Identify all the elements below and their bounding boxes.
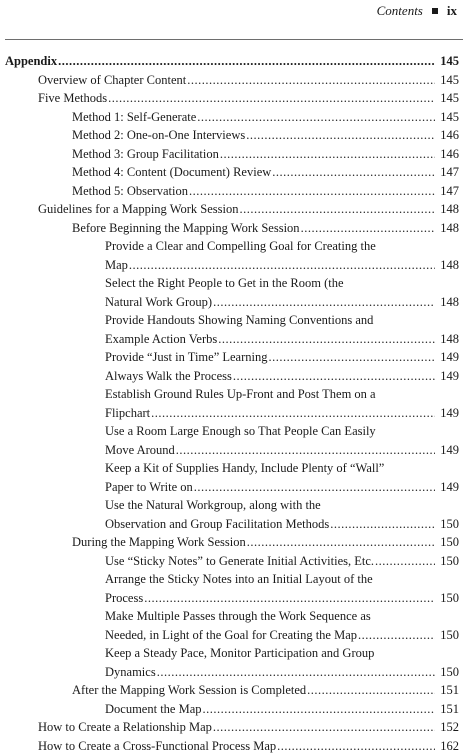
toc-entry-text: Appendix	[5, 52, 57, 71]
toc-entry-text: Make Multiple Passes through the Work Sequence as	[105, 607, 371, 626]
toc-page-number: 148	[437, 200, 459, 219]
toc-entry-five-methods[interactable]	[0, 89, 463, 108]
toc-page-number: 149	[437, 348, 459, 367]
table-of-contents	[0, 52, 463, 755]
dot-leader	[213, 718, 435, 737]
toc-entry-text: Flipchart	[105, 404, 150, 423]
dot-leader	[144, 589, 435, 608]
toc-page-number: 150	[437, 663, 459, 682]
dot-leader	[176, 441, 435, 460]
toc-entry-text: Document the Map	[105, 700, 202, 719]
toc-page-number: 145	[437, 89, 459, 108]
toc-entry-text: Needed, in Light of the Goal for Creating the Map	[105, 626, 357, 645]
toc-page-number: 149	[437, 478, 459, 497]
toc-entry-room-line-2[interactable]	[0, 441, 463, 460]
toc-entry-text: How to Create a Relationship Map	[38, 718, 212, 737]
dot-leader	[58, 52, 435, 71]
toc-entry-text: Method 1: Self-Generate	[72, 108, 196, 127]
toc-page-number: 151	[437, 700, 459, 719]
running-head	[377, 0, 457, 22]
dot-leader	[108, 89, 435, 108]
toc-entry-appendix[interactable]	[0, 52, 463, 71]
toc-entry-text: Method 3: Group Facilitation	[72, 145, 219, 164]
toc-entry-method-3[interactable]	[0, 145, 463, 164]
toc-page-number: 147	[437, 182, 459, 201]
dot-leader	[194, 478, 435, 497]
running-title: Contents	[377, 3, 423, 19]
toc-page-number: 145	[437, 108, 459, 127]
toc-entry-text: Move Around	[105, 441, 175, 460]
dot-leader	[220, 145, 435, 164]
toc-entry-text: Method 5: Observation	[72, 182, 188, 201]
toc-entry-text: Keep a Steady Pace, Monitor Participation and Group	[105, 644, 374, 663]
toc-page-number: 149	[437, 441, 459, 460]
toc-entry-room-line-1[interactable]	[0, 422, 463, 441]
toc-page-number: 152	[437, 718, 459, 737]
dot-leader	[213, 293, 435, 312]
toc-entry-document-map[interactable]	[0, 700, 463, 719]
toc-entry-text: Process	[105, 589, 143, 608]
toc-entry-text: Use “Sticky Notes” to Generate Initial Activities, Etc.	[105, 552, 374, 571]
dot-leader	[277, 737, 435, 755]
toc-entry-text: Dynamics	[105, 663, 156, 682]
toc-entry-text: After the Mapping Work Session is Completed	[72, 681, 306, 700]
dot-leader	[197, 108, 435, 127]
toc-entry-right-people-line-2[interactable]	[0, 293, 463, 312]
dot-leader	[157, 663, 435, 682]
square-bullet-icon	[432, 8, 438, 14]
dot-leader	[246, 126, 435, 145]
toc-entry-text: Provide “Just in Time” Learning	[105, 348, 268, 367]
toc-entry-overview[interactable]	[0, 71, 463, 90]
toc-entry-guidelines[interactable]	[0, 200, 463, 219]
toc-entry-cross-functional-map[interactable]	[0, 737, 463, 755]
toc-entry-method-2[interactable]	[0, 126, 463, 145]
toc-entry-text: Guidelines for a Mapping Work Session	[38, 200, 238, 219]
toc-entry-handouts-line-2[interactable]	[0, 330, 463, 349]
toc-entry-supplies-line-1[interactable]	[0, 459, 463, 478]
dot-leader	[330, 515, 435, 534]
toc-entry-text: During the Mapping Work Session	[72, 533, 246, 552]
toc-page-number: 148	[437, 293, 459, 312]
toc-entry-text: Establish Ground Rules Up-Front and Post Them on a	[105, 385, 376, 404]
toc-entry-supplies-line-2[interactable]	[0, 478, 463, 497]
dot-leader	[269, 348, 436, 367]
toc-entry-arrange-line-2[interactable]	[0, 589, 463, 608]
toc-entry-handouts-line-1[interactable]	[0, 311, 463, 330]
toc-entry-text: Always Walk the Process	[105, 367, 232, 386]
toc-page-number: 145	[437, 52, 459, 71]
toc-entry-steady-pace-line-1[interactable]	[0, 644, 463, 663]
toc-page-number: 150	[437, 515, 459, 534]
toc-entry-arrange-line-1[interactable]	[0, 570, 463, 589]
toc-entry-text: Provide a Clear and Compelling Goal for Creating the	[105, 237, 376, 256]
toc-entry-text: Use the Natural Workgroup, along with the	[105, 496, 321, 515]
toc-entry-text: Map	[105, 256, 128, 275]
dot-leader	[239, 200, 435, 219]
toc-entry-text: Paper to Write on	[105, 478, 193, 497]
toc-entry-walk-process[interactable]	[0, 367, 463, 386]
toc-page-number: 147	[437, 163, 459, 182]
toc-entry-text: Keep a Kit of Supplies Handy, Include Plenty of “Wall”	[105, 459, 384, 478]
toc-page-number: 148	[437, 330, 459, 349]
dot-leader	[203, 700, 435, 719]
toc-entry-ground-rules-line-2[interactable]	[0, 404, 463, 423]
dot-leader	[307, 681, 435, 700]
toc-entry-before-session[interactable]	[0, 219, 463, 238]
dot-leader	[218, 330, 435, 349]
toc-page-number: 162	[437, 737, 459, 755]
toc-entry-multiple-passes-line-1[interactable]	[0, 607, 463, 626]
toc-entry-ground-rules-line-1[interactable]	[0, 385, 463, 404]
toc-entry-method-1[interactable]	[0, 108, 463, 127]
toc-entry-multiple-passes-line-2[interactable]	[0, 626, 463, 645]
dot-leader	[301, 219, 435, 238]
toc-entry-relationship-map[interactable]	[0, 718, 463, 737]
toc-page-number: 150	[437, 626, 459, 645]
toc-entry-method-5[interactable]	[0, 182, 463, 201]
toc-page-number: 145	[437, 71, 459, 90]
toc-entry-during-session[interactable]	[0, 533, 463, 552]
toc-page-number: 148	[437, 219, 459, 238]
toc-page-number: 150	[437, 589, 459, 608]
dot-leader	[189, 182, 435, 201]
toc-entry-clear-goal-line-2[interactable]	[0, 256, 463, 275]
toc-page-number: 151	[437, 681, 459, 700]
dot-leader	[272, 163, 435, 182]
header-rule	[5, 39, 463, 40]
toc-page-number: 146	[437, 126, 459, 145]
dot-leader	[187, 71, 435, 90]
toc-page-number: 148	[437, 256, 459, 275]
dot-leader	[129, 256, 435, 275]
toc-page-number: 149	[437, 367, 459, 386]
toc-entry-right-people-line-1[interactable]	[0, 274, 463, 293]
toc-entry-text: Before Beginning the Mapping Work Session	[72, 219, 300, 238]
toc-entry-text: Method 4: Content (Document) Review	[72, 163, 271, 182]
toc-entry-natural-workgroup-line-2[interactable]	[0, 515, 463, 534]
toc-page-number: 146	[437, 145, 459, 164]
toc-entry-text: Method 2: One-on-One Interviews	[72, 126, 245, 145]
dot-leader	[375, 552, 435, 571]
toc-entry-text: Provide Handouts Showing Naming Conventions and	[105, 311, 373, 330]
page-number: ix	[447, 3, 457, 19]
toc-page-number: 149	[437, 404, 459, 423]
toc-entry-after-session[interactable]	[0, 681, 463, 700]
toc-page-number: 150	[437, 552, 459, 571]
toc-entry-text: Select the Right People to Get in the Room (the	[105, 274, 344, 293]
toc-entry-text: Natural Work Group)	[105, 293, 212, 312]
toc-entry-text: Overview of Chapter Content	[38, 71, 186, 90]
dot-leader	[151, 404, 435, 423]
toc-page-number: 150	[437, 533, 459, 552]
toc-entry-sticky-notes[interactable]	[0, 552, 463, 571]
toc-entry-text: Arrange the Sticky Notes into an Initial Layout of the	[105, 570, 373, 589]
dot-leader	[233, 367, 435, 386]
toc-entry-natural-workgroup-line-1[interactable]	[0, 496, 463, 515]
toc-entry-just-in-time[interactable]	[0, 348, 463, 367]
dot-leader	[247, 533, 435, 552]
toc-entry-steady-pace-line-2[interactable]	[0, 663, 463, 682]
toc-entry-method-4[interactable]	[0, 163, 463, 182]
toc-entry-text: Five Methods	[38, 89, 107, 108]
toc-entry-text: Observation and Group Facilitation Methods	[105, 515, 329, 534]
toc-entry-clear-goal-line-1[interactable]	[0, 237, 463, 256]
dot-leader	[358, 626, 435, 645]
toc-entry-text: Use a Room Large Enough so That People Can Easily	[105, 422, 376, 441]
toc-entry-text: Example Action Verbs	[105, 330, 217, 349]
toc-entry-text: How to Create a Cross-Functional Process Map	[38, 737, 276, 755]
